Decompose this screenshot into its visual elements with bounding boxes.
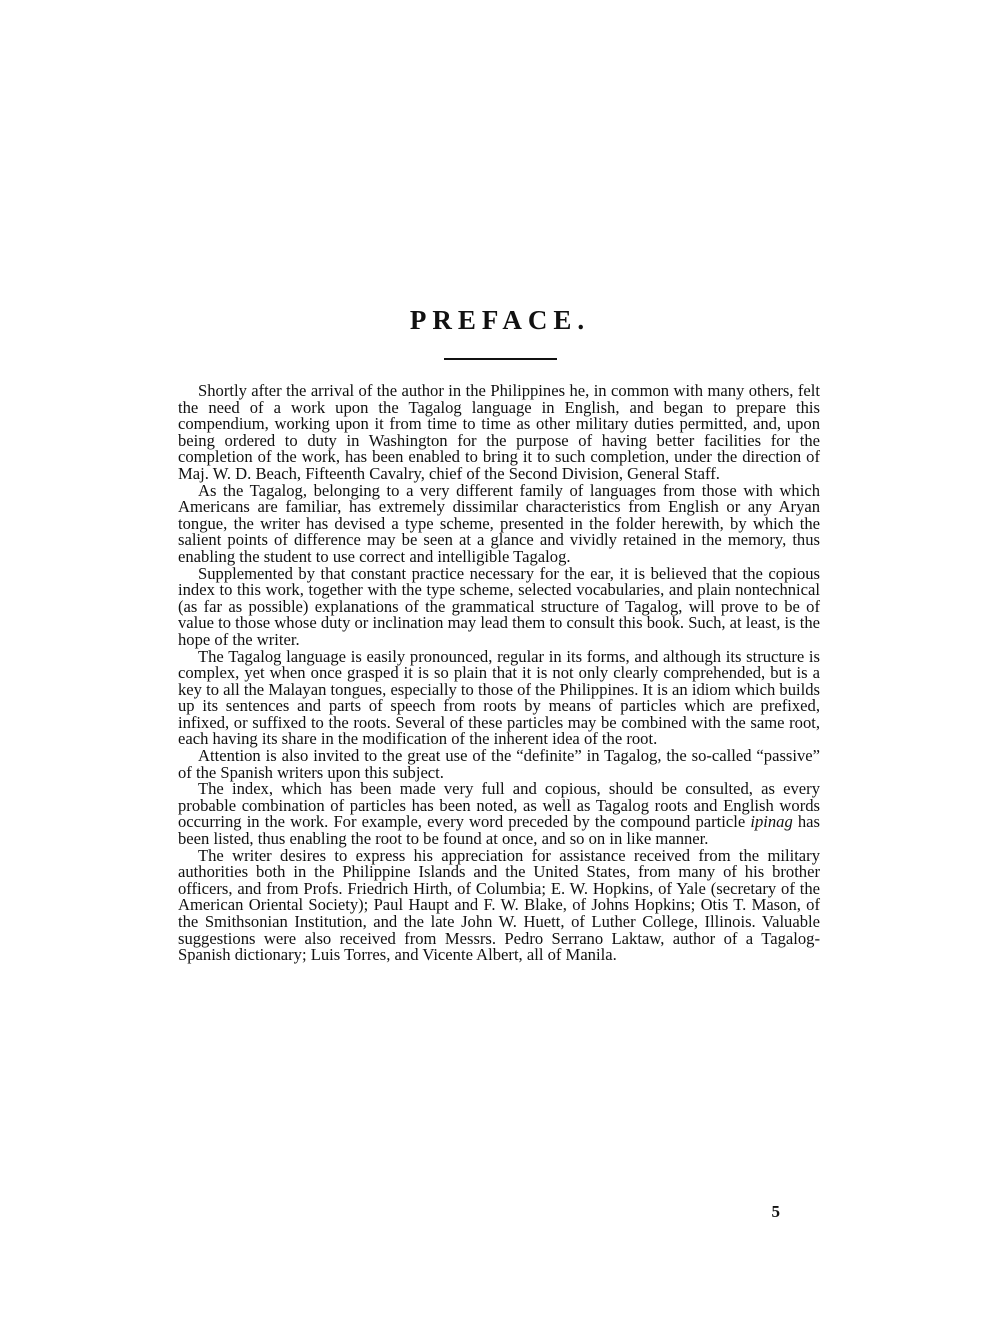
paragraph: As the Tagalog, belonging to a very different family of languages from those with which Americans are familiar, has extremely dissimilar characteristics from English or any Aryan tongue, the writer has devised a type scheme, presented in the folder herewith, by which the salient points of difference may be seen at a glance and vividly retained in the memory, thus enabling the student to use correct and intelligible Tagalog.: [178, 480, 820, 566]
paragraph-text-end: has been listed, thus enabling the root to be found at once, and so on in like manner.: [178, 812, 820, 849]
preface-body: [178, 383, 820, 964]
page-title: PREFACE.: [409, 305, 591, 335]
page-number: 5: [771, 1202, 780, 1221]
paragraph: [178, 781, 820, 847]
paragraph: The writer desires to express his appreciation for assistance received from the military authorities both in the Philippine Islands and the United States, from many of his brother officers, and from Profs. Friedrich Hirth, of Columbia; E. W. Hopkins, of Yale (secretary of the American Oriental Society); Paul Haupt and F. W. Blake, of Johns Hopkins; Otis T. Mason, of the Smithsonian Institution, and the late John W. Huett, of Luther College, Illinois. Valuable suggestions were also received from Messrs. Pedro Serrano Laktaw, author of a Tagalog-Spanish dictionary; Luis Torres, and Vicente Albert, all of Manila.: [178, 845, 820, 965]
paragraph: Attention is also invited to the great use of the “definite” in Tagalog, the so-called “passive” of the Spanish writers upon this subject.: [178, 746, 820, 782]
italic-term: ipinag: [750, 812, 793, 832]
title-divider: [444, 358, 557, 360]
paragraph: Shortly after the arrival of the author in the Philippines he, in common with many others, felt the need of a work upon the Tagalog language in English, and began to prepare this compendium, working upon it from time to time as other military duties permitted, and, upon being ordered to duty in Washington for the purpose of having better facilities for the completion of the work, has been enabled to bring it to such completion, under the direction of Maj. W. D. Beach, Fifteenth Cavalry, chief of the Second Division, General Staff.: [178, 381, 820, 483]
paragraph: The Tagalog language is easily pronounced, regular in its forms, and although its structure is complex, yet when once grasped it is so plain that it is not only clearly comprehended, but is a key to all the Malayan tongues, especially to those of the Philippines. It is an idiom which builds up its sentences and parts of speech from roots by means of particles which are prefixed, infixed, or suffixed to the roots. Several of these particles may be combined with the same root, each having its share in the modification of the inherent idea of the root.: [178, 646, 820, 749]
paragraph: Supplemented by that constant practice necessary for the ear, it is believed that the copious index to this work, together with the type scheme, selected vocabularies, and plain nontechnical (as far as possible) explanations of the grammatical structure of Tagalog, will prove to be of value to those whose duty or inclination may lead them to consult this book. Such, at least, is the hope of the writer.: [178, 563, 820, 649]
paragraph-text-start: The index, which has been made very full and copious, should be consulted, as every probable combination of particles has been noted, as well as Tagalog roots and English words occurring in the work. For example, every word preceded by the compound particle: [178, 779, 820, 832]
